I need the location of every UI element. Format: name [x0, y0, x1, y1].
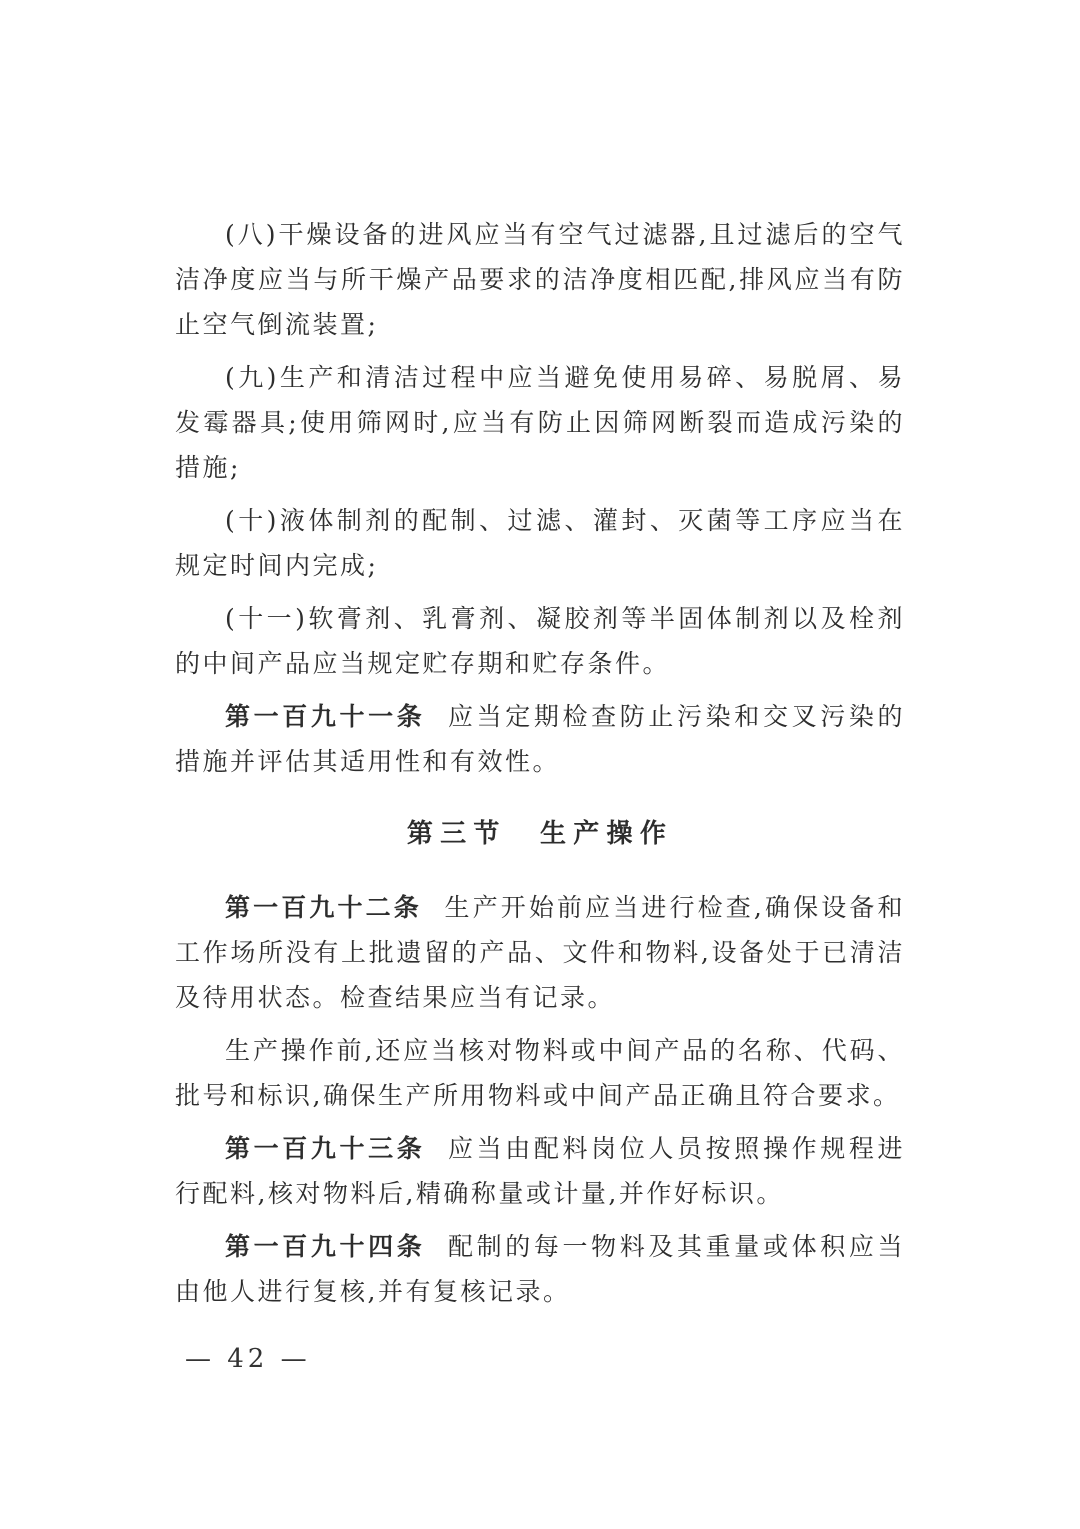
article-paragraph-191	[175, 694, 905, 784]
article-number-192: 第一百九十二条	[225, 893, 422, 922]
article-text-192: 生产开始前应当进行检查,确保设备和工作场所没有上批遗留的产品、文件和物料,设备处于已清洁及待用状态。检查结果应当有记录。	[175, 893, 905, 1012]
clause-paragraph-8: (八)干燥设备的进风应当有空气过滤器,且过滤后的空气洁净度应当与所干燥产品要求的洁净度相匹配,排风应当有防止空气倒流装置;	[175, 220, 905, 339]
section-heading: 第三节 生产操作	[406, 819, 674, 849]
article-text-193: 应当由配料岗位人员按照操作规程进行配料,核对物料后,精确称量或计量,并作好标识。	[175, 1134, 905, 1208]
page-footer	[175, 1344, 905, 1374]
article-paragraph-194	[175, 1224, 905, 1314]
article-paragraph-192	[175, 885, 905, 1020]
article-text-194: 配制的每一物料及其重量或体积应当由他人进行复核,并有复核记录。	[175, 1232, 905, 1306]
article-text-191: 应当定期检查防止污染和交叉污染的措施并评估其适用性和有效性。	[175, 702, 905, 776]
article-number-191: 第一百九十一条	[225, 702, 426, 731]
article-paragraph-193	[175, 1126, 905, 1216]
page-number: — 42 —	[185, 1344, 311, 1374]
clause-paragraph-9: (九)生产和清洁过程中应当避免使用易碎、易脱屑、易发霉器具;使用筛网时,应当有防止因筛网断裂而造成污染的措施;	[175, 363, 905, 482]
clause-paragraph-10: (十)液体制剂的配制、过滤、灌封、灭菌等工序应当在规定时间内完成;	[175, 506, 905, 580]
body-paragraph-pre-production: 生产操作前,还应当核对物料或中间产品的名称、代码、批号和标识,确保生产所用物料或中间产品正确且符合要求。	[175, 1036, 905, 1110]
clause-paragraph-11: (十一)软膏剂、乳膏剂、凝胶剂等半固体制剂以及栓剂的中间产品应当规定贮存期和贮存条件。	[175, 604, 905, 678]
article-number-194: 第一百九十四条	[225, 1232, 426, 1261]
article-number-193: 第一百九十三条	[225, 1134, 426, 1163]
document-body	[175, 212, 905, 1314]
